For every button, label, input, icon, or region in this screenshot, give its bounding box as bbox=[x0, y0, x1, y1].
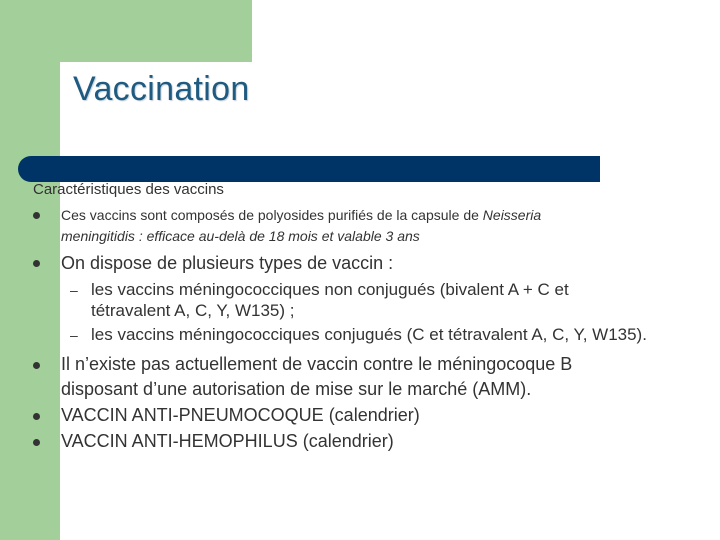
sub-bullet-marker: – bbox=[70, 327, 78, 343]
bullet-marker bbox=[33, 212, 40, 219]
bullet-marker bbox=[33, 439, 40, 446]
slide-subtitle: Caractéristiques des vaccins bbox=[33, 181, 224, 198]
bullet-1-text-b: Neisseria bbox=[482, 207, 542, 223]
bullet-1-line-2: meningitidis : efficace au-delà de 18 mois et valable 3 ans bbox=[61, 228, 420, 244]
bullet-5-text: VACCIN ANTI-HEMOPHILUS (calendrier) bbox=[61, 431, 394, 451]
bullet-3-line-1: Il n’existe pas actuellement de vaccin contre le méningocoque B bbox=[61, 354, 573, 374]
bullet-1-text-a: Ces vaccins sont composés de polyosides purifiés de la capsule de bbox=[61, 207, 483, 223]
bullet-marker bbox=[33, 362, 40, 369]
bullet-3-line-2: disposant d’une autorisation de mise sur le marché (AMM). bbox=[61, 379, 532, 399]
bullet-2-text: On dispose de plusieurs types de vaccin : bbox=[61, 253, 394, 273]
sub-bullet-2-line-1: les vaccins méningococciques conjugués (C et tétravalent A, C, Y, W135). bbox=[91, 325, 647, 344]
sub-bullet-marker: – bbox=[70, 282, 78, 298]
sub-bullet-1-line-2: tétravalent A, C, Y, W135) ; bbox=[91, 301, 295, 320]
bullet-marker bbox=[33, 260, 40, 267]
slide-title: Vaccination bbox=[73, 70, 250, 108]
bullet-1-line-1 bbox=[61, 207, 541, 223]
divider-bar bbox=[18, 156, 600, 182]
top-green-band bbox=[0, 0, 252, 62]
bullet-4-text: VACCIN ANTI-PNEUMOCOQUE (calendrier) bbox=[61, 405, 420, 425]
bullet-marker bbox=[33, 413, 40, 420]
left-green-band bbox=[0, 0, 60, 540]
sub-bullet-1-line-1: les vaccins méningococciques non conjugués (bivalent A + C et bbox=[91, 280, 569, 299]
